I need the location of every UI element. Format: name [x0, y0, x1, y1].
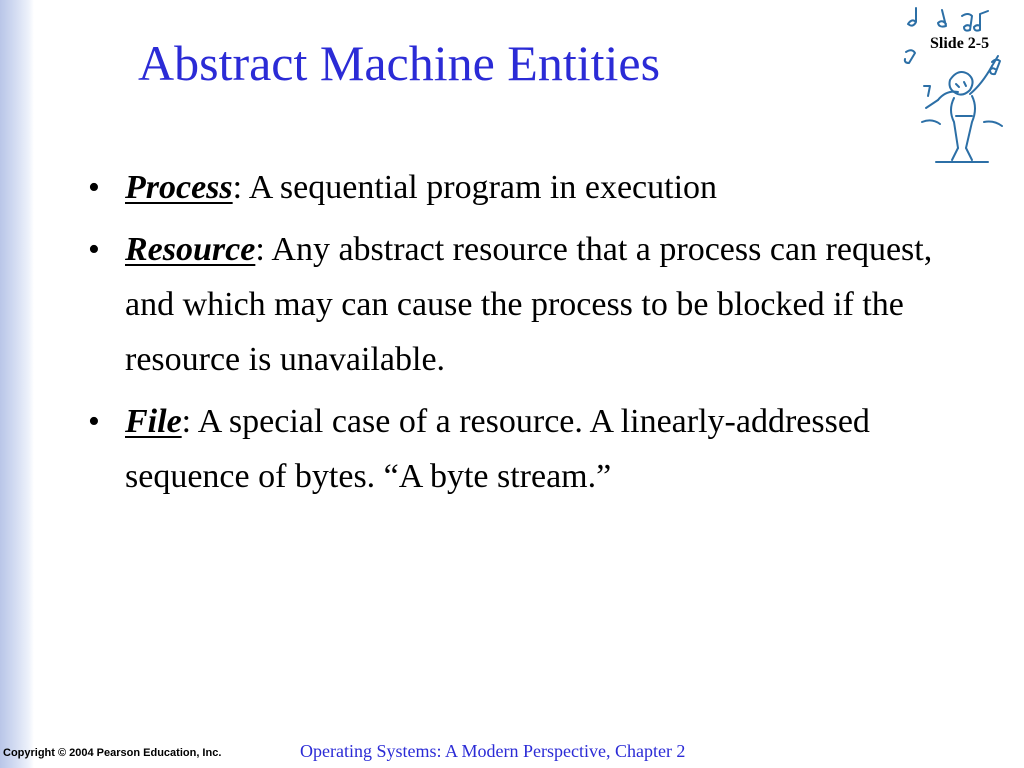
- term-process: Process: [125, 169, 233, 206]
- side-accent-bar: [0, 0, 34, 768]
- bullet-symbol: •: [88, 169, 100, 206]
- music-conductor-icon: [898, 4, 1022, 170]
- term-file: File: [125, 403, 182, 440]
- slide-number: Slide 2-5: [930, 35, 990, 52]
- bullet-symbol: •: [88, 403, 100, 440]
- footer-book-title: Operating Systems: A Modern Perspective, Chapter 2: [300, 741, 686, 761]
- term-resource: Resource: [125, 231, 256, 268]
- bullet-process: [88, 160, 988, 215]
- bullet-resource: [88, 222, 945, 387]
- bullet-file: [88, 394, 885, 504]
- bullet-list: [88, 160, 988, 511]
- bullet-symbol: •: [88, 231, 100, 268]
- definition-file: : A special case of a resource. A linearly-addressed sequence of bytes. “A byte stream.”: [125, 403, 870, 495]
- slide-title: Abstract Machine Entities: [138, 35, 661, 91]
- copyright-notice: Copyright © 2004 Pearson Education, Inc.: [3, 747, 222, 759]
- definition-resource: : Any abstract resource that a process can request, and which may can cause the process to be blocked if the resource is unavailable.: [125, 231, 933, 378]
- definition-process: : A sequential program in execution: [232, 169, 718, 206]
